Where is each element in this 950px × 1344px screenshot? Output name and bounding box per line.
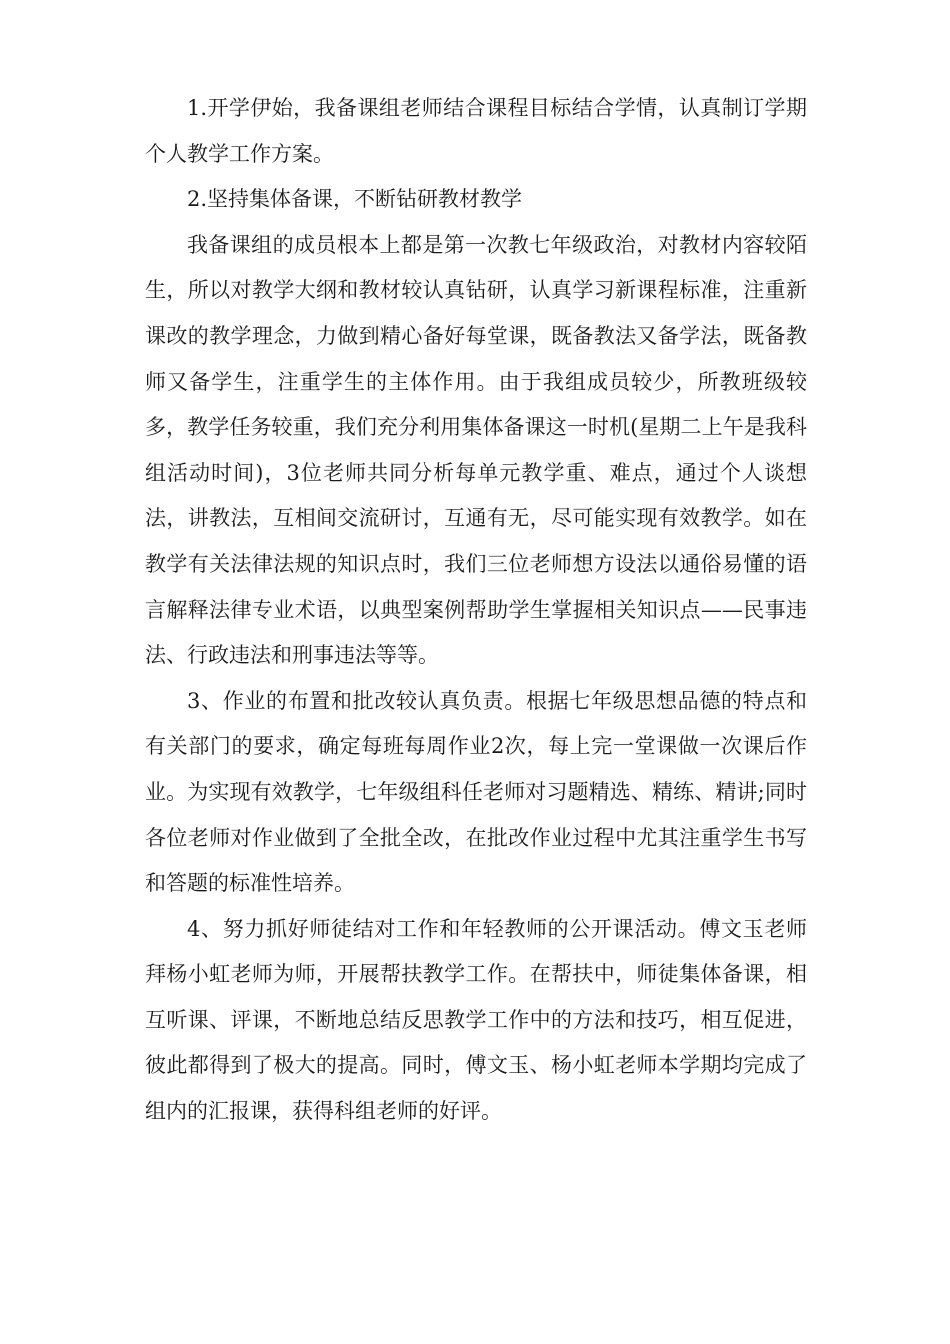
paragraph-5-mentoring: 4、努力抓好师徒结对工作和年轻教师的公开课活动。傅文玉老师拜杨小虹老师为师，开展帮扶教学工作。在帮扶中，师徒集体备课，相互听课、评课，不断地总结反思教学工作中的方法和技巧，相互促进，彼此都得到了极大的提高。同时，傅文玉、杨小虹老师本学期均完成了组内的汇报课，获得科组老师的好评。 (145, 916, 807, 1124)
paragraph-2-collective-prep-heading: 2.坚持集体备课，不断钻研教材教学 (187, 187, 523, 212)
document-body (145, 86, 807, 1135)
paragraph-3-collective-prep-detail: 我备课组的成员根本上都是第一次教七年级政治，对教材内容较陌生，所以对教学大纲和教材较认真钻研，认真学习新课程标准，注重新课改的教学理念，力做到精心备好每堂课，既备教法又备学法，既备教师又备学生，注重学生的主体作用。由于我组成员较少，所教班级较多，教学任务较重，我们充分利用集体备课这一时机(星期二上午是我科组活动时间)，3位老师共同分析每单元教学重、难点，通过个人谈想法，讲教法，互相间交流研讨，互通有无，尽可能实现有效教学。如在教学有关法律法规的知识点时，我们三位老师想方设法以通俗易懂的语言解释法律专业术语，以典型案例帮助学生掌握相关知识点——民事违法、行政违法和刑事违法等等。 (145, 232, 807, 668)
paragraph-1-lesson-plan: 1.开学伊始，我备课组老师结合课程目标结合学情，认真制订学期个人教学工作方案。 (145, 96, 807, 166)
paragraph-4-homework: 3、作业的布置和批改较认真负责。根据七年级思想品德的特点和有关部门的要求，确定每班每周作业2次，每上完一堂课做一次课后作业。为实现有效教学，七年级组科任老师对习题精选、精练、精讲;同时各位老师对作业做到了全批全改，在批改作业过程中尤其注重学生书写和答题的标准性培养。 (145, 688, 807, 896)
